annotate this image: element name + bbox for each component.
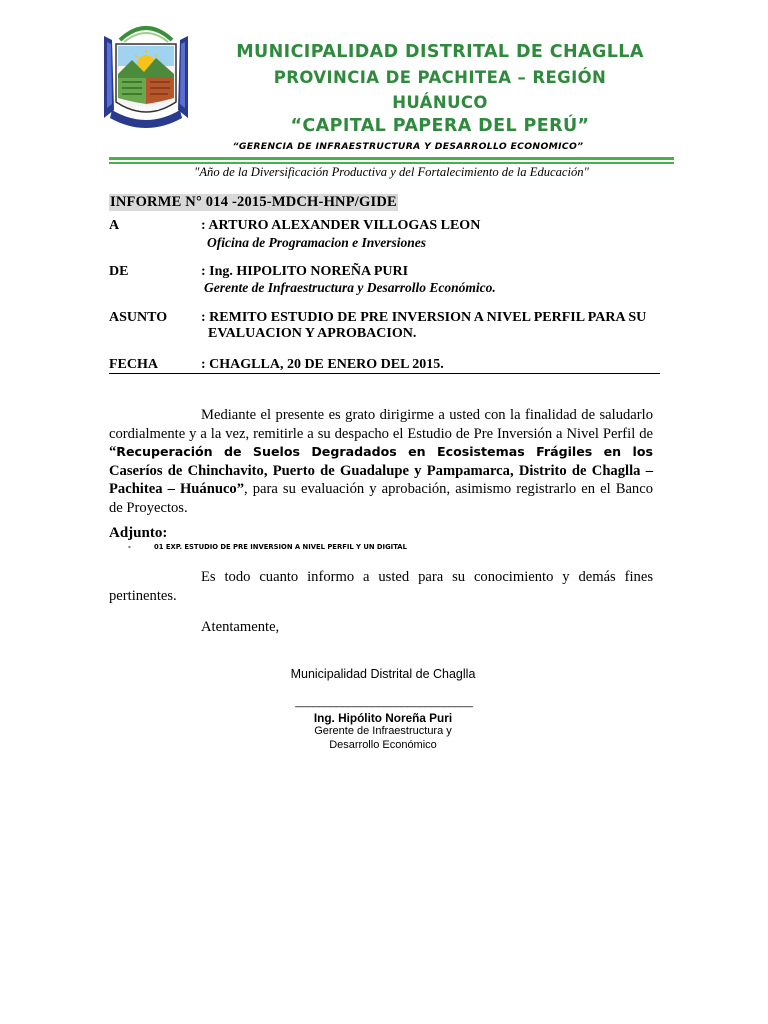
p1-project-title-a: Recuperación de Suelos Degradados en Ecosistemas Frágiles en los — [116, 444, 653, 459]
header-gerencia: “GERENCIA DE INFRAESTRUCTURA Y DESARROLLO ECONOMICO” — [232, 141, 584, 152]
to-label: A — [109, 218, 120, 233]
signature-role-line2: Desarrollo Económico — [329, 739, 437, 751]
closing-text: Atentamente, — [201, 619, 280, 635]
year-motto: "Año de la Diversificación Productiva y del Fortalecimiento de la Educación" — [194, 165, 589, 179]
signature-institution: Municipalidad Distrital de Chaglla — [290, 667, 476, 681]
from-label: DE — [109, 264, 129, 279]
subject-line1: : REMITO ESTUDIO DE PRE INVERSION A NIVEL PERFIL PARA SU — [201, 310, 647, 325]
header-region: HUÁNUCO — [392, 93, 488, 112]
body-paragraph-2 — [109, 568, 653, 605]
p1-end: , para su evaluación y aprobación, asimismo registrarlo en el Banco de Proyectos. — [109, 481, 653, 516]
from-office: Gerente de Infraestructura y Desarrollo Económico. — [204, 280, 496, 295]
header-province: PROVINCIA DE PACHITEA – REGIÓN — [273, 68, 607, 87]
informe-number: INFORME N° 014 -2015-MDCH-HNP/GIDE — [110, 194, 397, 210]
date-value: : CHAGLLA, 20 DE ENERO DEL 2015. — [201, 357, 444, 372]
adjunto-label: Adjunto: — [109, 525, 168, 541]
header-divider-thick — [109, 157, 674, 160]
adjunto-dash: - — [128, 543, 131, 551]
adjunto-item — [128, 543, 407, 551]
p1-quote-open: “ — [109, 444, 117, 460]
p1-start: Mediante el presente es grato dirigirme a usted con la finalidad de saludarlo cordialmente y a la vez, remitirle a su despacho el Estudio de Pre Inversión a Nivel Perfil de — [109, 407, 653, 442]
signature-role-line1: Gerente de Infraestructura y — [314, 725, 452, 737]
header-municipality: MUNICIPALIDAD DISTRITAL DE CHAGLLA — [236, 42, 644, 62]
header-motto: “CAPITAL PAPERA DEL PERÚ” — [290, 116, 590, 136]
memo-header-rule — [109, 373, 660, 374]
p2-text: Es todo cuanto informo a usted para su conocimiento y demás fines pertinentes. — [109, 569, 653, 604]
signature-line: ______________________________ — [295, 696, 473, 708]
crest-ribbon-text: CHAGLLA — [135, 107, 159, 112]
from-name: : Ing. HIPOLITO NOREÑA PURI — [201, 264, 409, 279]
header-divider-thin — [109, 162, 674, 164]
to-name: : ARTURO ALEXANDER VILLOGAS LEON — [201, 218, 481, 233]
signature-name: Ing. Hipólito Noreña Puri — [313, 711, 453, 725]
subject-line2: EVALUACION Y APROBACION. — [208, 326, 417, 341]
body-paragraph-1 — [109, 406, 653, 517]
municipal-crest-logo — [98, 18, 194, 136]
p1-project-title-b: Caseríos de Chinchavito, Puerto de Guadalupe y Pampamarca, Distrito de Chaglla – Pachitea – Huánuco” — [109, 462, 653, 497]
to-office: Oficina de Programacion e Inversiones — [207, 235, 426, 250]
date-label: FECHA — [109, 357, 158, 372]
subject-label: ASUNTO — [109, 310, 168, 325]
adjunto-item-text: 01 EXP. ESTUDIO DE PRE INVERSION A NIVEL PERFIL Y UN DIGITAL — [154, 543, 407, 551]
